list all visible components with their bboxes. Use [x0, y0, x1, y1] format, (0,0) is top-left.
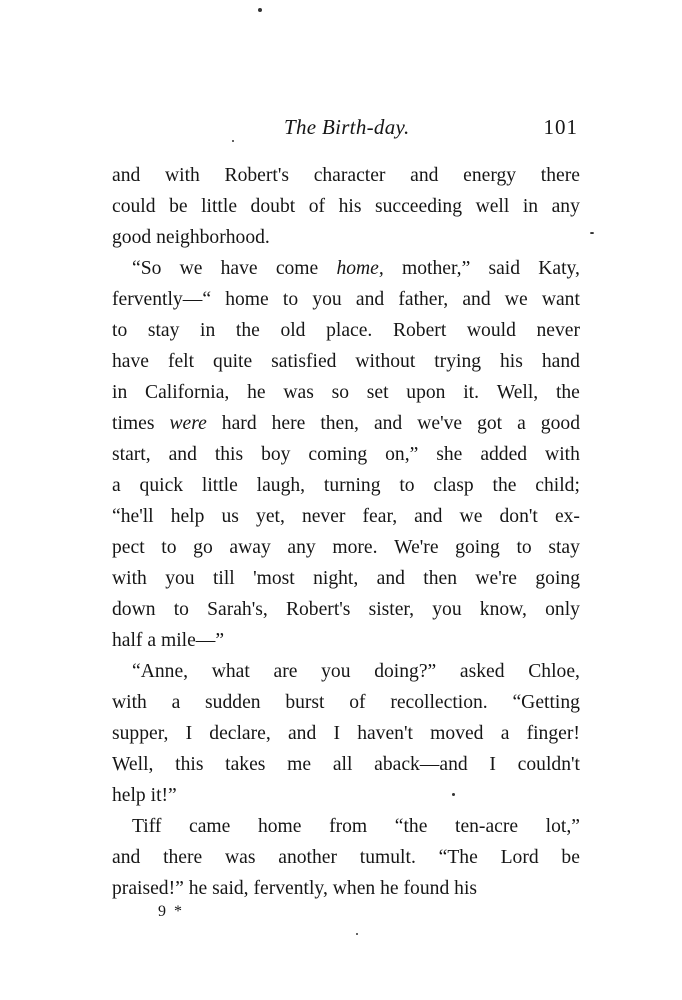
text-line: with a sudden burst of recollection. “Getting — [112, 692, 580, 713]
running-title: The Birth-day. — [284, 115, 410, 139]
text-line: “he'll help us yet, never fear, and we don't ex- — [112, 506, 580, 527]
text-line: fervently—“ home to you and father, and we want — [112, 289, 580, 310]
text-line: down to Sarah's, Robert's sister, you know, only — [112, 599, 580, 620]
text-line: with you till 'most night, and then we're going — [112, 568, 580, 589]
text-line: have felt quite satisfied without trying his hand — [112, 351, 580, 372]
print-speck — [258, 8, 262, 12]
text-line: to stay in the old place. Robert would never — [112, 320, 580, 341]
text-line: Tiff came home from “the ten-acre lot,” — [132, 816, 580, 837]
text-line: and there was another tumult. “The Lord be — [112, 847, 580, 868]
text-line: help it!” — [112, 785, 177, 806]
signature-mark: 9 * — [158, 903, 184, 920]
text-line: a quick little laugh, turning to clasp the child; — [112, 475, 580, 496]
text-line: “Anne, what are you doing?” asked Chloe, — [132, 661, 580, 682]
text-line: half a mile—” — [112, 630, 225, 651]
text-line: and with Robert's character and energy there — [112, 165, 580, 186]
text-line: pect to go away any more. We're going to stay — [112, 537, 580, 558]
text-line: Well, this takes me all aback—and I couldn't — [112, 754, 580, 775]
page-number: 101 — [543, 115, 578, 139]
text-line: start, and this boy coming on,” she added with — [112, 444, 580, 465]
text-line: in California, he was so set upon it. Well, the — [112, 382, 580, 403]
text-line: good neighborhood. — [112, 227, 270, 248]
print-speck — [232, 140, 234, 142]
text-line: praised!” he said, fervently, when he found his — [112, 878, 478, 899]
print-speck — [590, 232, 594, 234]
print-speck — [356, 933, 358, 935]
text-line: times were hard here then, and we've got a good — [112, 413, 580, 434]
text-line: “So we have come home, mother,” said Katy, — [132, 258, 580, 279]
body-text — [112, 160, 580, 904]
running-header — [112, 115, 578, 143]
text-line: supper, I declare, and I haven't moved a finger! — [112, 723, 580, 744]
print-speck — [452, 793, 455, 796]
text-line: could be little doubt of his succeeding well in any — [112, 196, 580, 217]
